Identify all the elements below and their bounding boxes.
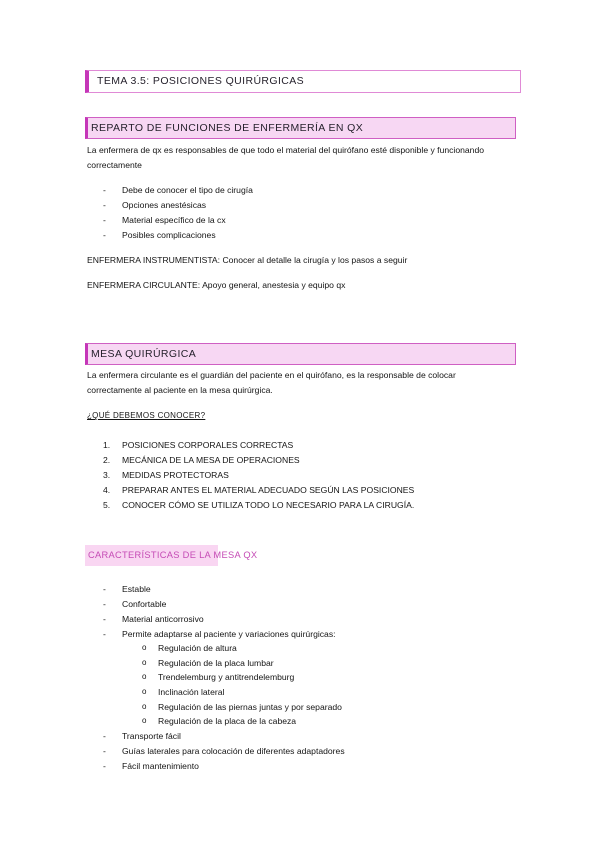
numbered-item: 5. CONOCER CÓMO SE UTILIZA TODO LO NECESARIO PARA LA CIRUGÍA. [103, 500, 415, 510]
list-item: - Opciones anestésicas [103, 200, 207, 210]
sub-list-item: o Regulación de las piernas juntas y por separado [142, 702, 342, 712]
section-heading-text: REPARTO DE FUNCIONES DE ENFERMERÍA EN QX [91, 122, 364, 134]
paragraph-instrumentista: ENFERMERA INSTRUMENTISTA: Conocer al detalle la cirugía y los pasos a seguir [87, 255, 408, 265]
section-heading-text: MESA QUIRÚRGICA [91, 348, 197, 360]
sub-list-item: o Regulación de la placa lumbar [142, 658, 274, 668]
section-heading-reparto [85, 117, 516, 139]
numbered-item: 3. MEDIDAS PROTECTORAS [103, 470, 229, 480]
list-item: - Posibles complicaciones [103, 230, 216, 240]
section-heading-mesa [85, 343, 516, 365]
list-item: - Estable [103, 584, 151, 594]
paragraph-circulante: ENFERMERA CIRCULANTE: Apoyo general, anestesia y equipo qx [87, 280, 346, 290]
paragraph-intro-qx: La enfermera de qx es responsables de que todo el material del quirófano esté disponible y funcionando correctamente [87, 145, 485, 170]
document-title [85, 70, 521, 93]
section-heading-caracteristicas: CARACTERÍSTICAS DE LA MESA QX [88, 550, 258, 560]
document-title-text: TEMA 3.5: POSICIONES QUIRÚRGICAS [97, 75, 305, 87]
list-item: - Debe de conocer el tipo de cirugía [103, 185, 253, 195]
numbered-item: 1. POSICIONES CORPORALES CORRECTAS [103, 440, 294, 450]
paragraph-intro-mesa: La enfermera circulante es el guardián del paciente en el quirófano, es la responsable de colocar correctamente al paciente en la mesa quirúrgica. [87, 370, 456, 395]
list-item: - Guías laterales para colocación de diferentes adaptadores [103, 746, 345, 756]
list-item: - Material anticorrosivo [103, 614, 204, 624]
sub-list-item: o Inclinación lateral [142, 687, 225, 697]
list-item: - Material específico de la cx [103, 215, 226, 225]
numbered-item: 4. PREPARAR ANTES EL MATERIAL ADECUADO SEGÚN LAS POSICIONES [103, 485, 415, 495]
list-item: - Fácil mantenimiento [103, 761, 199, 771]
sub-list-item: o Trendelemburg y antitrendelemburg [142, 672, 295, 682]
numbered-item: 2. MECÁNICA DE LA MESA DE OPERACIONES [103, 455, 300, 465]
list-item: - Confortable [103, 599, 167, 609]
sub-list-item: o Regulación de la placa de la cabeza [142, 716, 297, 726]
list-item: - Permite adaptarse al paciente y variaciones quirúrgicas: [103, 629, 336, 639]
list-item: - Transporte fácil [103, 731, 181, 741]
question-heading: ¿QUÉ DEBEMOS CONOCER? [87, 411, 206, 420]
sub-list-item: o Regulación de altura [142, 643, 237, 653]
